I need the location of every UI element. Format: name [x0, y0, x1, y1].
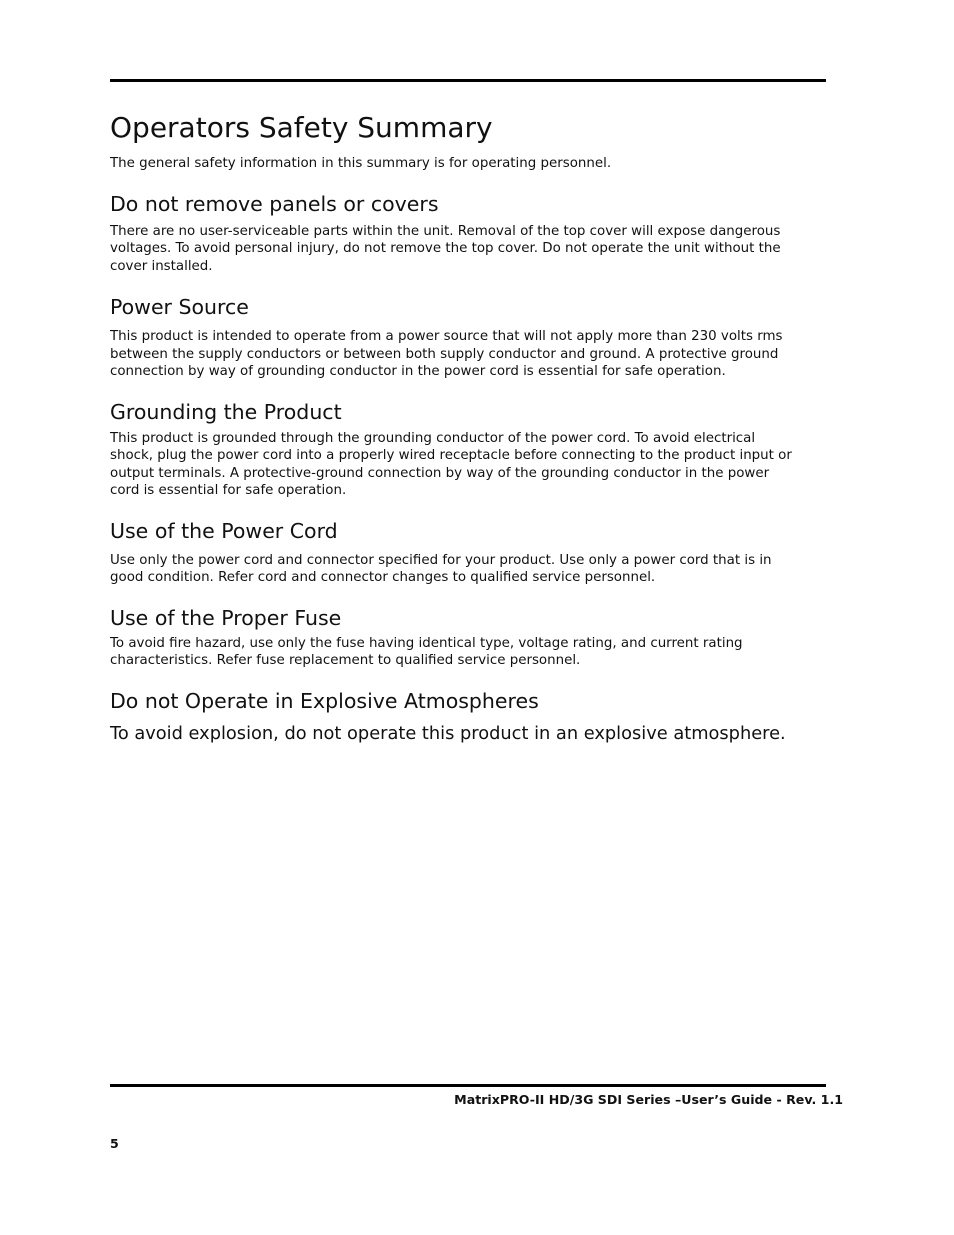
intro-paragraph: The general safety information in this summary is for operating personnel.	[110, 156, 612, 171]
section-proper-fuse	[110, 604, 840, 670]
section-body: To avoid explosion, do not operate this product in an explosive atmosphere.	[110, 722, 786, 744]
section-power-cord	[110, 517, 840, 587]
section-body: This product is intended to operate from a power source that will not apply more than 230 volts rms between the supply conductors or between both supply conductor and ground. A protective ground connection by way of grounding conductor in the power cord is essential for safe operation.	[110, 329, 783, 379]
section-heading: Use of the Power Cord	[110, 518, 338, 543]
section-heading: Grounding the Product	[110, 399, 342, 424]
section-body: This product is grounded through the grounding conductor of the power cord. To avoid electrical shock, plug the power cord into a properly wired receptacle before connecting to the product input or output terminals. A protective-ground connection by way of the grounding conductor in the power cord is essential for safe operation.	[110, 430, 792, 498]
page-number: 5	[110, 1136, 119, 1151]
page-content	[110, 108, 840, 746]
footer-guide-title: MatrixPRO-II HD/3G SDI Series –User’s Guide - Rev. 1.1	[454, 1092, 843, 1107]
footer-rule	[110, 1084, 826, 1087]
section-explosive-atmospheres	[110, 687, 840, 746]
section-heading: Do not Operate in Explosive Atmospheres	[110, 688, 539, 713]
page-title: Operators Safety Summary	[110, 111, 493, 144]
section-grounding	[110, 398, 840, 500]
section-body: Use only the power cord and connector specified for your product. Use only a power cord that is in good condition. Refer cord and connector changes to qualified service personnel.	[110, 552, 772, 585]
section-heading: Power Source	[110, 295, 249, 319]
section-heading: Do not remove panels or covers	[110, 191, 439, 216]
section-body: To avoid fire hazard, use only the fuse having identical type, voltage rating, and current rating characteristics. Refer fuse replacement to qualified service personnel.	[110, 635, 743, 668]
section-panels-covers	[110, 190, 840, 276]
section-body: There are no user-serviceable parts within the unit. Removal of the top cover will expose dangerous voltages. To avoid personal injury, do not remove the top cover. Do not operate the unit without the cover installed.	[110, 223, 781, 274]
section-power-source	[110, 293, 840, 381]
header-rule	[110, 79, 826, 82]
section-heading: Use of the Proper Fuse	[110, 605, 342, 630]
